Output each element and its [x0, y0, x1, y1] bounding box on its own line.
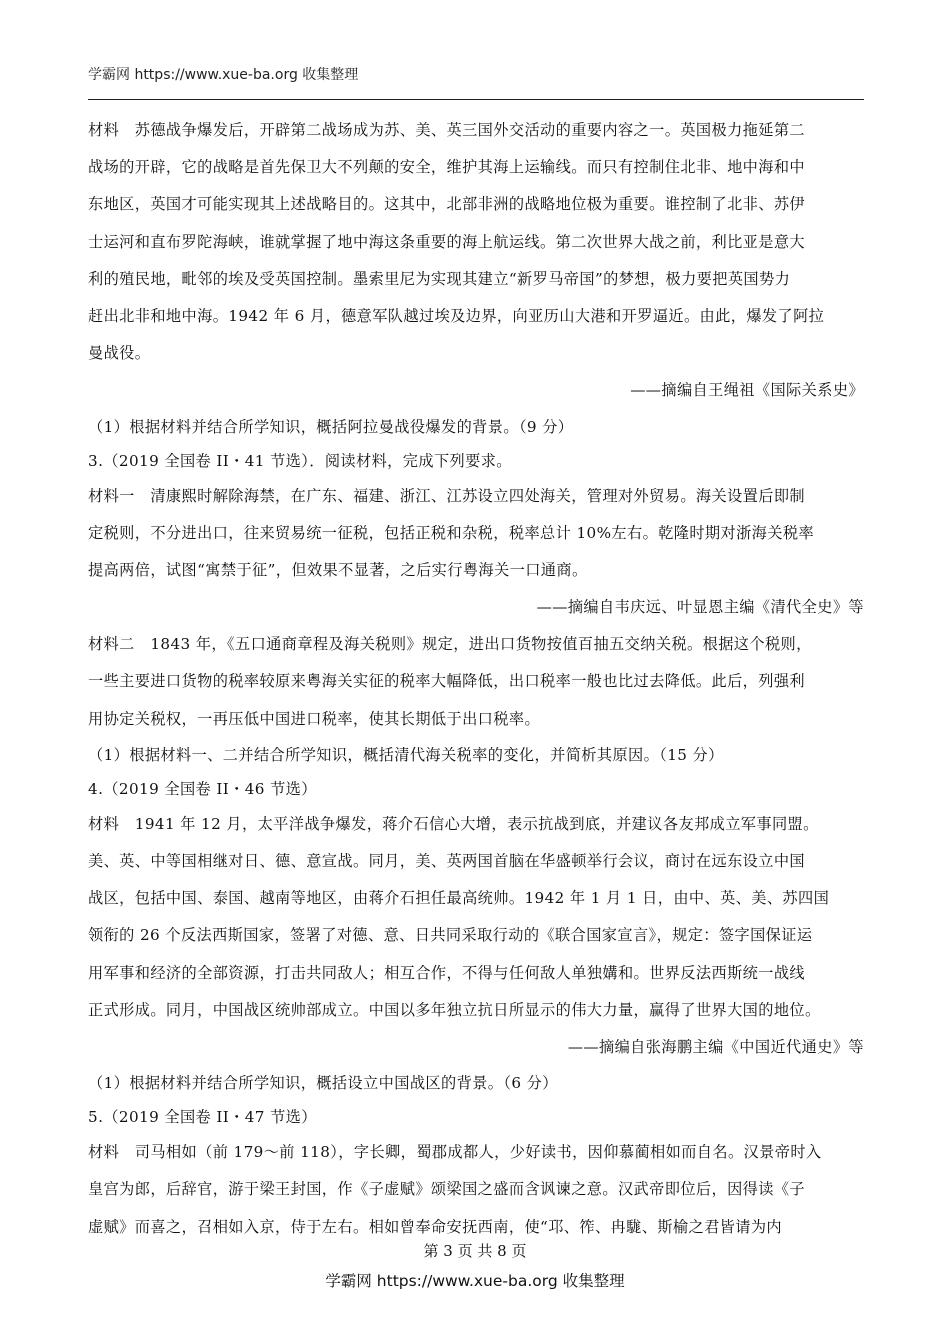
- source-citation: ——摘编自张海鹏主编《中国近代通史》等: [567, 1037, 864, 1056]
- text-line: 材料一 清康熙时解除海禁，在广东、福建、浙江、江苏设立四处海关，管理对外贸易。海关设置后即制: [88, 486, 806, 505]
- page-number: 第 3 页 共 8 页: [423, 1242, 527, 1260]
- page-footer: 学霸网 https://www.xue-ba.org 收集整理: [325, 1272, 625, 1290]
- question-heading: 4.（2019 全国卷 II・46 节选）: [88, 779, 317, 798]
- text-line: 提高两倍，试图“寓禁于征”，但效果不显著，之后实行粤海关一口通商。: [88, 560, 588, 579]
- text-line: 用军事和经济的全部资源，打击共同敌人；相互合作，不得与任何敌人单独媾和。世界反法西斯统一战线: [88, 963, 806, 982]
- question-heading: 5.（2019 全国卷 II・47 节选）: [88, 1108, 317, 1127]
- text-line: 定税则，不分进出口，往来贸易统一征税，包括正税和杂税，税率总计 10%左右。乾隆时期对浙海关税率: [88, 523, 815, 542]
- page-header: 学霸网 https://www.xue-ba.org 收集整理: [88, 67, 359, 83]
- question-line: （1）根据材料一、二并结合所学知识，概括清代海关税率的变化，并简析其原因。（15 分）: [88, 745, 724, 764]
- text-line: 战场的开辟，它的战略是首先保卫大不列颠的安全，维护其海上运输线。而只有控制住北非、地中海和中: [88, 158, 806, 177]
- text-line: 战区，包括中国、泰国、越南等地区，由蒋介石担任最高统帅。1942 年 1 月 1 日，由中、英、美、苏四国: [88, 889, 830, 908]
- text-line: 材料 1941 年 12 月，太平洋战争爆发，蒋介石信心大增，表示抗战到底，并建议各友邦成立军事同盟。: [88, 814, 819, 833]
- source-citation: ——摘编自王绳祖《国际关系史》: [630, 381, 864, 400]
- question-heading: 3.（2019 全国卷 II・41 节选）．阅读材料，完成下列要求。: [88, 451, 512, 470]
- text-line: 东地区，英国才可能实现其上述战略目的。这其中，北部非洲的战略地位极为重要。谁控制了北非、苏伊: [88, 195, 806, 214]
- document-body: [88, 112, 864, 1246]
- text-line: 一些主要进口货物的税率较原来粤海关实征的税率大幅降低，出口税率一般也比过去降低。此后，列强利: [88, 672, 806, 691]
- text-line: 用协定关税权，一再压低中国进口税率，使其长期低于出口税率。: [88, 709, 541, 728]
- text-line: 利的殖民地，毗邻的埃及受英国控制。墨索里尼为实现其建立“新罗马帝国”的梦想，极力要把英国势力: [88, 269, 791, 288]
- text-line: 皇宫为郎，后辞官，游于梁王封国，作《子虚赋》颂梁国之盛而含讽谏之意。汉武帝即位后，因得读《子: [88, 1180, 806, 1199]
- question-line: （1）根据材料并结合所学知识，概括阿拉曼战役爆发的背景。（9 分）: [88, 417, 574, 436]
- text-line: 美、英、中等国相继对日、德、意宣战。同月，美、英两国首脑在华盛顿举行会议，商讨在远东设立中国: [88, 852, 806, 870]
- text-line: 虚赋》而喜之，召相如入京，侍于左右。相如曾奉命安抚西南，使“邛、筰、冉駹、斯榆之君皆请为内: [88, 1217, 783, 1236]
- text-line: 曼战役。: [88, 344, 151, 363]
- text-line: 领衔的 26 个反法西斯国家，签署了对德、意、日共同采取行动的《联合国家宣言》，规定：签字国保证运: [88, 926, 813, 945]
- text-line: 士运河和直布罗陀海峡，谁就掌握了地中海这条重要的海上航运线。第二次世界大战之前，利比亚是意大: [88, 232, 806, 251]
- text-line: 赶出北非和地中海。1942 年 6 月，德意军队越过埃及边界，向亚历山大港和开罗逼近。由此，爆发了阿拉: [88, 306, 825, 325]
- question-line: （1）根据材料并结合所学知识，概括设立中国战区的背景。（6 分）: [88, 1074, 558, 1093]
- source-citation: ——摘编自韦庆远、叶显恩主编《清代全史》等: [536, 598, 864, 617]
- text-line: 材料 苏德战争爆发后，开辟第二战场成为苏、美、英三国外交活动的重要内容之一。英国极力拖延第二: [88, 121, 806, 139]
- text-line: 材料 司马相如（前 179～前 118），字长卿，蜀郡成都人，少好读书，因仰慕蔺相如而自名。汉景帝时入: [88, 1143, 822, 1162]
- header-divider: [88, 99, 864, 100]
- text-line: 正式形成。同月，中国战区统帅部成立。中国以多年独立抗日所显示的伟大力量，赢得了世界大国的地位。: [88, 1000, 821, 1019]
- text-line: 材料二 1843 年，《五口通商章程及海关税则》规定，进出口货物按值百抽五交纳关税。根据这个税则，: [88, 635, 812, 654]
